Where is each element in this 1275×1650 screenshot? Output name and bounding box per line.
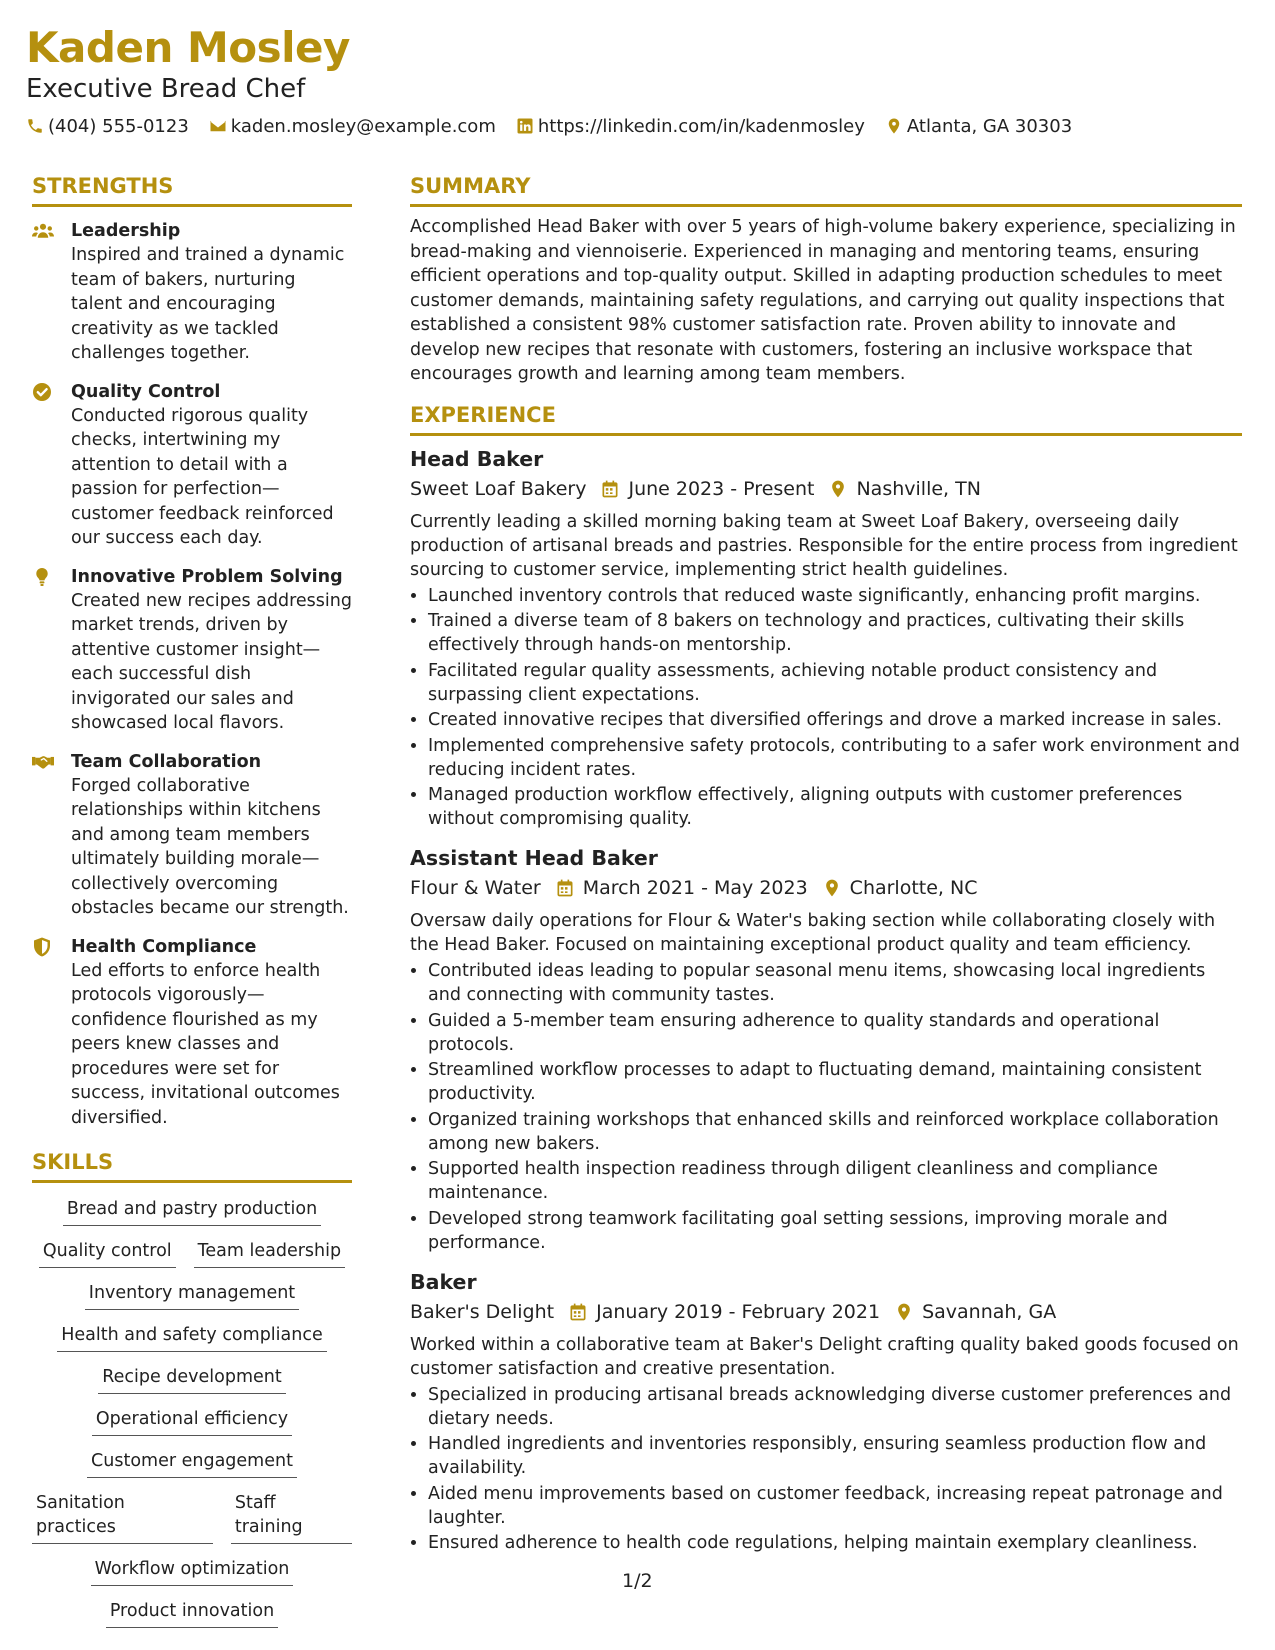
lightbulb-icon (32, 567, 54, 587)
job-bullets (410, 584, 1242, 832)
bullet-item: • Handled ingredients and inventories responsibly, ensuring seamless production flow and availability. (428, 1432, 1242, 1480)
strength-desc: Forged collaborative relationships within kitchens and among team members ultimately building morale—collectively overcoming obstacles became our strength. (71, 775, 349, 918)
contact-location (885, 116, 1072, 137)
skill-tag: Bread and pastry production (63, 1197, 321, 1226)
email-link[interactable]: kaden.mosley@example.com (230, 115, 496, 137)
skill-tag: Staff training (231, 1491, 352, 1544)
strength-title: Innovative Problem Solving (71, 566, 343, 587)
candidate-name: Kaden Mosley (26, 23, 350, 72)
strength-title: Health Compliance (71, 936, 257, 957)
bullet-item: • Supported health inspection readiness through diligent cleanliness and compliance maintenance. (428, 1157, 1242, 1205)
contact-bar (26, 113, 1092, 139)
bullet-item: • Implemented comprehensive safety protocols, contributing to a safer work environment and reducing incident rates. (428, 734, 1242, 782)
job-location: Charlotte, NC (849, 877, 978, 899)
strength-item (32, 750, 352, 921)
job-meta (410, 1297, 1242, 1327)
job-meta (410, 873, 1242, 903)
job-entry (410, 1267, 1242, 1556)
strength-item (32, 219, 352, 366)
strength-title: Leadership (71, 221, 181, 241)
job-title: Head Baker (410, 446, 544, 471)
job-entry (410, 444, 1242, 832)
bullet-item: • Aided menu improvements based on customer feedback, increasing repeat patronage and laughter. (428, 1482, 1242, 1530)
skill-tag: Customer engagement (87, 1449, 297, 1478)
strength-item (32, 380, 352, 551)
job-description: Currently leading a skilled morning baking team at Sweet Loaf Bakery, overseeing daily production of artisanal breads and pastries. Responsible for the entire process from ingredient sourcing to customer service, implementing strict health guidelines. (410, 511, 1238, 580)
skill-tag: Workflow optimization (91, 1557, 294, 1586)
experience-section (410, 401, 1242, 1556)
job-dates: March 2021 - May 2023 (582, 877, 808, 899)
skill-tag: Operational efficiency (92, 1407, 292, 1436)
bullet-item: • Trained a diverse team of 8 bakers on technology and practices, cultivating their skills effectively through hands-on mentorship. (428, 609, 1242, 657)
job-dates: January 2019 - February 2021 (596, 1300, 881, 1323)
job-company: Sweet Loaf Bakery (410, 477, 587, 500)
summary-text: Accomplished Head Baker with over 5 years of high-volume bakery experience, specializing in bread-making and viennoiserie. Experienced in managing and mentoring teams, ensuring efficient operations and top-quality output. Skilled in adapting production schedules to meet customer demands, maintaining safety regulations, and carrying out quality inspections that established a consistent 98% customer satisfaction rate. Proven ability to innovate and develop new recipes that resonate with customers, fostering an inclusive workspace that encourages growth and learning among team members. (410, 217, 1236, 384)
strengths-heading: STRENGTHS (32, 172, 352, 207)
users-icon (32, 221, 54, 241)
job-location: Savannah, GA (922, 1300, 1057, 1323)
skill-tag: Quality control (39, 1239, 176, 1268)
strength-item (32, 935, 352, 1131)
job-subtitle: Executive Bread Chef (26, 74, 306, 104)
bullet-item: • Developed strong teamwork facilitating goal setting sessions, improving morale and performance. (428, 1207, 1242, 1255)
bullet-item: • Launched inventory controls that reduced waste significantly, enhancing profit margins. (428, 584, 1242, 608)
strength-title: Quality Control (71, 381, 221, 402)
job-bullets (410, 959, 1242, 1255)
bullet-item: • Managed production workflow effectively, aligning outputs with customer preferences without compromising quality. (428, 783, 1242, 831)
linkedin-icon (516, 117, 534, 135)
skill-tag: Product innovation (106, 1599, 278, 1628)
linkedin-link[interactable]: https://linkedin.com/in/kadenmosley (537, 115, 865, 137)
job-meta (410, 474, 1242, 504)
job-company: Baker's Delight (410, 1300, 555, 1323)
bullet-item: • Streamlined workflow processes to adapt to fluctuating demand, maintaining consistent productivity. (428, 1058, 1242, 1106)
job-dates: June 2023 - Present (628, 477, 815, 500)
skill-tag: Health and safety compliance (57, 1323, 326, 1352)
experience-heading: EXPERIENCE (410, 401, 1242, 436)
bullet-item: • Specialized in producing artisanal breads acknowledging diverse customer preferences and dietary needs. (428, 1383, 1242, 1431)
map-pin-icon (894, 1302, 914, 1322)
job-location: Nashville, TN (856, 477, 981, 500)
job-description: Worked within a collaborative team at Baker's Delight crafting quality baked goods focused on customer satisfaction and creative presentation. (410, 1334, 1239, 1379)
job-entry (410, 843, 1242, 1255)
bullet-item: • Ensured adherence to health code regulations, helping maintain exemplary cleanliness. (428, 1531, 1242, 1555)
check-circle-icon (32, 382, 54, 402)
phone-text: (404) 555-0123 (48, 115, 189, 137)
skills-list (32, 1197, 352, 1628)
bullet-item: • Contributed ideas leading to popular seasonal menu items, showcasing local ingredients and connecting with community tastes. (428, 959, 1242, 1007)
left-column (32, 172, 352, 1628)
strength-desc: Led efforts to enforce health protocols vigorously—confidence flourished as my peers knew classes and procedures were set for success, invitational outcomes diversified. (71, 960, 340, 1128)
contact-linkedin[interactable] (516, 116, 865, 137)
skill-tag: Recipe development (98, 1365, 286, 1394)
bullet-item: • Guided a 5-member team ensuring adherence to quality standards and operational protocols. (428, 1009, 1242, 1057)
map-pin-icon (828, 479, 848, 499)
skills-heading: SKILLS (32, 1148, 352, 1183)
right-column (410, 172, 1242, 1555)
job-title: Baker (410, 1269, 477, 1294)
strength-desc: Conducted rigorous quality checks, intertwining my attention to detail with a passion for perfection—customer feedback reinforced our success each day. (71, 405, 334, 548)
calendar-icon (600, 479, 620, 499)
contact-email[interactable] (209, 116, 496, 137)
skills-section (32, 1148, 352, 1628)
strength-item (32, 565, 352, 736)
summary-heading: SUMMARY (410, 172, 1242, 207)
bullet-item: • Created innovative recipes that diversified offerings and drove a marked increase in sales. (428, 708, 1242, 732)
contact-phone (26, 116, 189, 137)
calendar-icon (568, 1302, 588, 1322)
page-number: 1/2 (622, 1570, 653, 1592)
map-pin-icon (822, 878, 842, 898)
calendar-icon (555, 878, 575, 898)
envelope-icon (209, 117, 227, 135)
job-bullets (410, 1383, 1242, 1556)
skill-tag: Team leadership (194, 1239, 345, 1268)
strengths-list (32, 219, 352, 1130)
phone-icon (26, 117, 44, 135)
skill-tag: Sanitation practices (32, 1491, 213, 1544)
location-text: Atlanta, GA 30303 (906, 115, 1073, 137)
shield-icon (32, 937, 54, 957)
job-company: Flour & Water (410, 877, 541, 899)
handshake-icon (32, 752, 54, 772)
bullet-item: • Organized training workshops that enhanced skills and reinforced workplace collaboration among new bakers. (428, 1108, 1242, 1156)
job-title: Assistant Head Baker (410, 846, 658, 870)
strength-desc: Inspired and trained a dynamic team of bakers, nurturing talent and encouraging creativity as we tackled challenges together. (71, 245, 345, 363)
strength-title: Team Collaboration (71, 751, 262, 772)
map-pin-icon (885, 117, 903, 135)
skill-tag: Inventory management (85, 1281, 299, 1310)
bullet-item: • Facilitated regular quality assessments, achieving notable product consistency and surpassing client expectations. (428, 659, 1242, 707)
strength-desc: Created new recipes addressing market trends, driven by attentive customer insight—each successful dish invigorated our sales and showcased local flavors. (71, 590, 352, 733)
job-description: Oversaw daily operations for Flour & Water's baking section while collaborating closely with the Head Baker. Focused on maintaining exceptional product quality and team efficiency. (410, 911, 1216, 955)
